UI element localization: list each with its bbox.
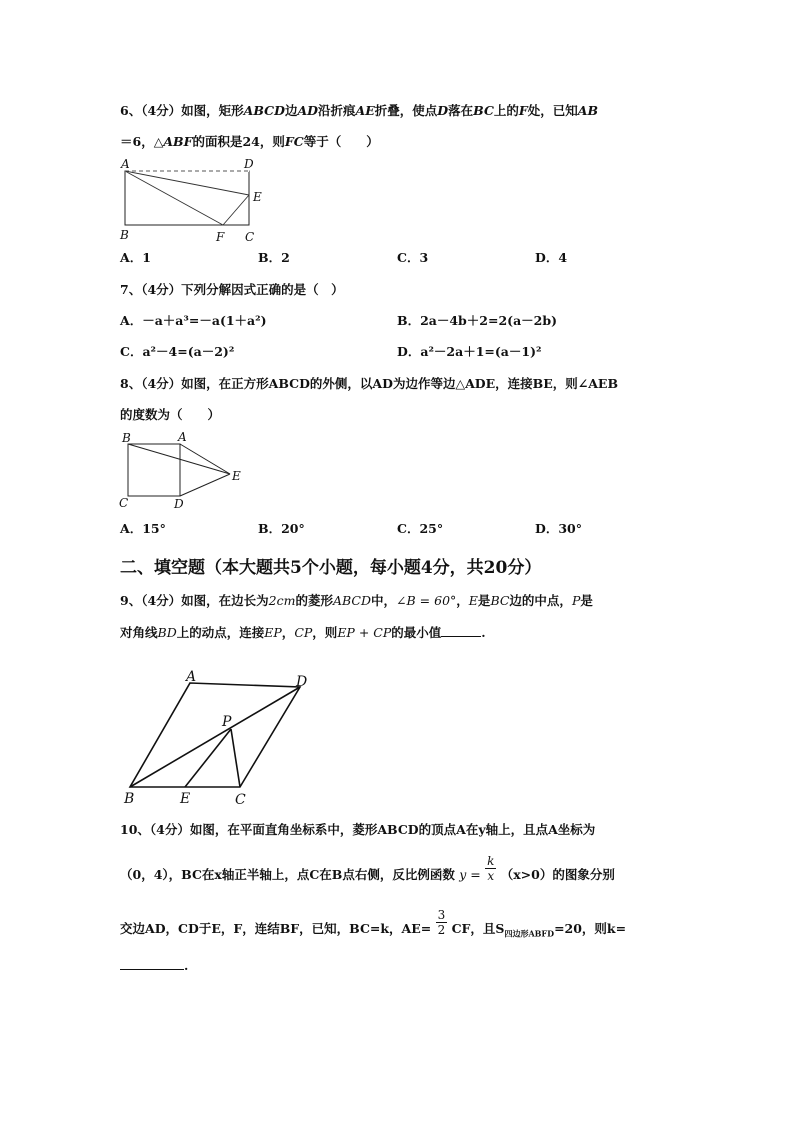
q6-option-b[interactable]: B．2 <box>258 250 290 265</box>
q9-rhombus-figure <box>118 665 323 810</box>
q8-option-a[interactable]: A．15° <box>120 521 166 536</box>
q8-square-figure <box>115 428 250 514</box>
segment-de <box>180 474 230 496</box>
q6-label-b: B <box>120 228 129 242</box>
q9-label-d: D <box>296 674 308 690</box>
q8-option-c[interactable]: C．25° <box>397 521 444 536</box>
q7-stem: 7、（4分）下列分解因式正确的是（ ） <box>120 282 344 297</box>
q10-stem-line3: 交边AD，CD于E，F，连结BF，已知，BC=k，AE= $\frac{3}{2}$ CF，且$S_{四边形ABFD}=20$，则k= <box>120 908 627 939</box>
q10-answer-line: . <box>120 957 188 974</box>
q6-option-d[interactable]: D．4 <box>535 250 568 265</box>
q8-label-d: D <box>174 497 184 511</box>
q9-label-a: A <box>186 669 197 685</box>
q6-option-c[interactable]: C．3 <box>397 250 429 265</box>
q7-option-c[interactable]: C．a²－4=(a－2)² <box>120 344 235 359</box>
diagonal-bd <box>130 687 300 787</box>
q6-stem-line2: ＝6，△ABF的面积是24，则FC等于（ ） <box>120 134 379 149</box>
q6-stem-line1: 6、（4分）如图，矩形ABCD边AD沿折痕AE折叠，使点D落在BC上的F处，已知AB <box>120 103 599 118</box>
q6-label-a: A <box>121 157 130 171</box>
q7-option-d[interactable]: D．a²－2a＋1=(a－1)² <box>397 344 542 359</box>
q6-label-e: E <box>253 190 262 204</box>
q9-stem-line2: 对角线BD上的动点，连接EP，CP，则EP + CP的最小值 . <box>120 625 486 640</box>
q10-stem-line2: （0，4），BC在x轴正半轴上，点C在B点右侧，反比例函数 y = $\frac{k}{x}$ （x>0）的图象分别 <box>120 854 615 883</box>
q7-option-b[interactable]: B．2a－4b＋2=2(a－2b) <box>397 313 558 328</box>
q8-option-d[interactable]: D．30° <box>535 521 582 536</box>
q6-label-f: F <box>216 230 225 244</box>
q10-stem-line1: 10、（4分）如图，在平面直角坐标系中，菱形ABCD的顶点A在y轴上，且点A坐标为 <box>120 822 596 837</box>
fraction-three-halves: $\frac{3}{2}$ <box>437 908 446 937</box>
q9-answer-blank[interactable] <box>441 624 481 637</box>
q6-label-c: C <box>245 230 255 244</box>
q9-stem-line1: 9、（4分）如图，在边长为2cm的菱形ABCD中，∠B = 60°，E是BC边的中点，P是 <box>120 593 593 608</box>
q6-label-d: D <box>244 157 254 171</box>
q9-label-c: C <box>235 792 246 808</box>
segment-ep <box>185 729 231 787</box>
q8-stem-line1: 8、（4分）如图，在正方形ABCD的外侧，以AD为边作等边△ADE，连接BE，则∠AEB <box>120 376 619 391</box>
q9-label-b: B <box>124 791 135 807</box>
section-2-title: 二、填空题（本大题共5个小题，每小题4分，共20分） <box>120 558 542 578</box>
segment-af <box>125 171 223 225</box>
q10-answer-blank[interactable] <box>120 957 184 970</box>
q8-label-b: B <box>122 431 131 445</box>
segment-cp <box>231 729 240 787</box>
q6-option-a[interactable]: A．1 <box>120 250 151 265</box>
q10-area-subscript: 四边形ABFD <box>504 928 555 939</box>
crease-ae <box>125 171 249 195</box>
segment-fe <box>223 195 249 225</box>
q9-label-p: P <box>222 714 232 730</box>
q9-label-e: E <box>180 791 191 807</box>
segment-ae <box>180 444 230 474</box>
q7-option-a[interactable]: A．－a＋a³=－a(1＋a²) <box>120 313 267 328</box>
q8-label-e: E <box>232 469 241 483</box>
segment-be <box>128 444 230 474</box>
q8-option-b[interactable]: B．20° <box>258 521 305 536</box>
fraction-k-over-x: $\frac{k}{x}$ <box>487 854 495 883</box>
q8-stem-line2: 的度数为（ ） <box>120 407 221 422</box>
q6-rectangle-figure <box>115 155 275 247</box>
q8-label-c: C <box>119 496 129 510</box>
q8-label-a: A <box>178 430 187 444</box>
